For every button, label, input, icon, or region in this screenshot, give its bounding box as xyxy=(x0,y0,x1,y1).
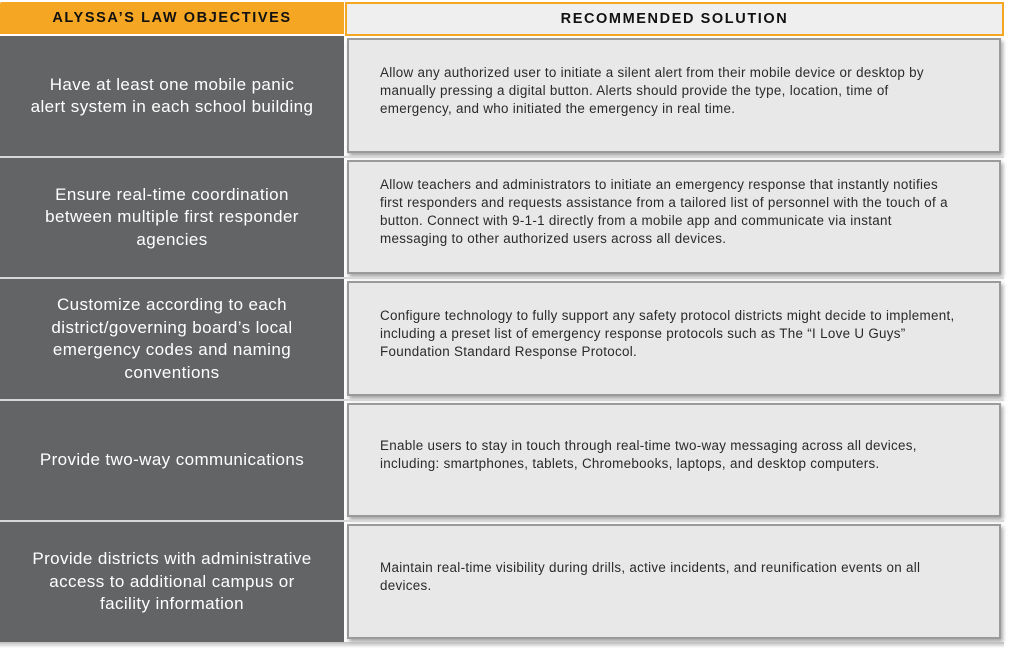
solution-header-label: RECOMMENDED SOLUTION xyxy=(560,11,789,27)
solution-cell-3 xyxy=(347,281,1001,396)
objective-text-4: Provide two-way communications xyxy=(39,450,305,470)
objective-text-1: Have at least one mobile panic alert system in each school building xyxy=(30,74,314,116)
objective-cell-1 xyxy=(0,36,344,156)
objective-cell-3 xyxy=(0,279,344,399)
objective-cell-4 xyxy=(0,401,344,520)
table-bottom-shadow xyxy=(0,642,1004,648)
objective-text-2: Ensure real-time coordination between multiple first responder agencies xyxy=(45,184,299,249)
solution-cell-1 xyxy=(347,38,1001,153)
solution-text-5: Maintain real-time visibility during drills, active incidents, and reunification events on all devices. xyxy=(380,559,921,593)
solution-text-2: Allow teachers and administrators to initiate an emergency response that instantly notifies first responders and requests assistance from a tailored list of personnel with the touch of a button. Connect with 9-1-1 directly from a mobile app and communicate via instant messaging to other authorized users across all devices. xyxy=(380,177,948,246)
solution-text-1: Allow any authorized user to initiate a silent alert from their mobile device or desktop by manually pressing a digital button. Alerts should provide the type, location, time of emergency, and who initiated the emergency in real time. xyxy=(380,64,924,116)
solution-text-3: Configure technology to fully support any safety protocol districts might decide to implement, including a preset list of emergency response protocols such as The “I Love U Guys” Foundation Standard Response Protocol. xyxy=(380,307,955,359)
objectives-header-label: ALYSSA’S LAW OBJECTIVES xyxy=(52,10,292,26)
solution-cell-5 xyxy=(347,524,1001,639)
solution-cell-2 xyxy=(347,160,1001,274)
objective-cell-5 xyxy=(0,522,344,642)
solution-text-4: Enable users to stay in touch through real-time two-way messaging across all devices, including: smartphones, tablets, Chromebooks, laptops, and desktop computers. xyxy=(380,438,917,471)
objectives-header xyxy=(0,2,344,34)
objective-cell-2 xyxy=(0,158,344,277)
objective-text-3: Customize according to each district/governing board’s local emergency codes and naming conventions xyxy=(51,295,293,382)
solution-cell-4 xyxy=(347,403,1001,517)
solution-header xyxy=(345,2,1004,36)
objective-text-5: Provide districts with administrative access to additional campus or facility information xyxy=(32,549,312,614)
